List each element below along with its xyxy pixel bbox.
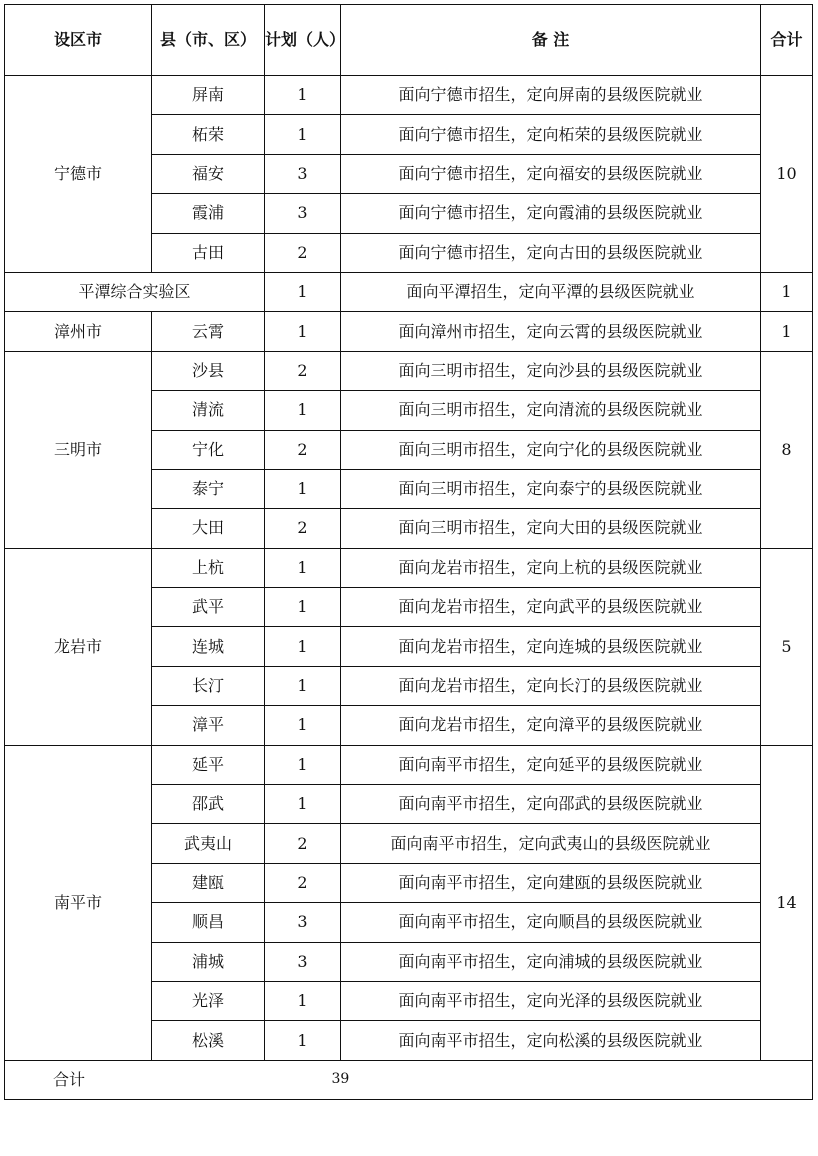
total-row [5, 1060, 813, 1099]
subtotal-cell: 1 [761, 272, 813, 311]
plan-cell: 1 [265, 76, 341, 115]
county-cell: 古田 [152, 233, 265, 272]
table-row [5, 745, 813, 784]
city-cell: 平潭综合实验区 [5, 272, 265, 311]
plan-cell: 1 [265, 785, 341, 824]
county-cell: 屏南 [152, 76, 265, 115]
plan-cell: 2 [265, 233, 341, 272]
plan-cell: 2 [265, 863, 341, 902]
subtotal-cell: 10 [761, 76, 813, 273]
plan-cell: 2 [265, 824, 341, 863]
city-cell: 南平市 [5, 745, 152, 1060]
county-cell: 顺昌 [152, 903, 265, 942]
city-cell: 龙岩市 [5, 548, 152, 745]
plan-cell: 3 [265, 942, 341, 981]
plan-cell: 1 [265, 548, 341, 587]
plan-cell: 1 [265, 706, 341, 745]
note-cell: 面向南平市招生，定向顺昌的县级医院就业 [341, 903, 761, 942]
plan-cell: 1 [265, 469, 341, 508]
note-cell: 面向南平市招生，定向浦城的县级医院就业 [341, 942, 761, 981]
plan-cell: 1 [265, 627, 341, 666]
note-cell: 面向南平市招生，定向光泽的县级医院就业 [341, 981, 761, 1020]
plan-cell: 1 [265, 745, 341, 784]
county-cell: 泰宁 [152, 469, 265, 508]
header-city: 设区市 [5, 5, 152, 76]
subtotal-cell: 14 [761, 745, 813, 1060]
county-cell: 柘荣 [152, 115, 265, 154]
note-cell: 面向宁德市招生，定向霞浦的县级医院就业 [341, 194, 761, 233]
plan-cell: 1 [265, 115, 341, 154]
note-cell: 面向宁德市招生，定向古田的县级医院就业 [341, 233, 761, 272]
county-cell: 延平 [152, 745, 265, 784]
note-cell: 面向南平市招生，定向延平的县级医院就业 [341, 745, 761, 784]
plan-cell: 3 [265, 154, 341, 193]
plan-cell: 1 [265, 666, 341, 705]
city-cell: 漳州市 [5, 312, 152, 351]
county-cell: 浦城 [152, 942, 265, 981]
plan-cell: 1 [265, 1021, 341, 1060]
enrollment-plan-table [4, 4, 813, 1100]
county-cell: 大田 [152, 509, 265, 548]
city-cell: 宁德市 [5, 76, 152, 273]
table-row [5, 76, 813, 115]
county-cell: 连城 [152, 627, 265, 666]
document-page [4, 4, 813, 1100]
city-cell: 三明市 [5, 351, 152, 548]
note-cell: 面向三明市招生，定向沙县的县级医院就业 [341, 351, 761, 390]
subtotal-cell: 1 [761, 312, 813, 351]
plan-cell: 3 [265, 194, 341, 233]
county-cell: 漳平 [152, 706, 265, 745]
note-cell: 面向南平市招生，定向建瓯的县级医院就业 [341, 863, 761, 902]
total-value: 39 [152, 1060, 813, 1099]
note-cell: 面向龙岩市招生，定向长汀的县级医院就业 [341, 666, 761, 705]
note-cell: 面向三明市招生，定向泰宁的县级医院就业 [341, 469, 761, 508]
county-cell: 清流 [152, 391, 265, 430]
note-cell: 面向龙岩市招生，定向武平的县级医院就业 [341, 588, 761, 627]
county-cell: 云霄 [152, 312, 265, 351]
county-cell: 长汀 [152, 666, 265, 705]
county-cell: 武平 [152, 588, 265, 627]
plan-cell: 2 [265, 430, 341, 469]
note-cell: 面向三明市招生，定向清流的县级医院就业 [341, 391, 761, 430]
header-row [5, 5, 813, 76]
note-cell: 面向宁德市招生，定向柘荣的县级医院就业 [341, 115, 761, 154]
county-cell: 武夷山 [152, 824, 265, 863]
table-row [5, 351, 813, 390]
county-cell: 宁化 [152, 430, 265, 469]
table-row [5, 548, 813, 587]
header-subtotal: 合计 [761, 5, 813, 76]
county-cell: 霞浦 [152, 194, 265, 233]
plan-cell: 1 [265, 981, 341, 1020]
subtotal-cell: 5 [761, 548, 813, 745]
table-row [5, 272, 813, 311]
note-cell: 面向三明市招生，定向大田的县级医院就业 [341, 509, 761, 548]
header-note: 备 注 [341, 5, 761, 76]
plan-cell: 2 [265, 351, 341, 390]
note-cell: 面向漳州市招生，定向云霄的县级医院就业 [341, 312, 761, 351]
note-cell: 面向龙岩市招生，定向上杭的县级医院就业 [341, 548, 761, 587]
note-cell: 面向龙岩市招生，定向连城的县级医院就业 [341, 627, 761, 666]
plan-cell: 1 [265, 272, 341, 311]
county-cell: 建瓯 [152, 863, 265, 902]
plan-cell: 2 [265, 509, 341, 548]
table-body [5, 76, 813, 1061]
table-row [5, 312, 813, 351]
plan-cell: 1 [265, 391, 341, 430]
header-county: 县（市、区） [152, 5, 265, 76]
note-cell: 面向三明市招生，定向宁化的县级医院就业 [341, 430, 761, 469]
note-cell: 面向平潭招生，定向平潭的县级医院就业 [341, 272, 761, 311]
plan-cell: 3 [265, 903, 341, 942]
county-cell: 邵武 [152, 785, 265, 824]
note-cell: 面向南平市招生，定向武夷山的县级医院就业 [341, 824, 761, 863]
note-cell: 面向宁德市招生，定向福安的县级医院就业 [341, 154, 761, 193]
note-cell: 面向宁德市招生，定向屏南的县级医院就业 [341, 76, 761, 115]
note-cell: 面向南平市招生，定向邵武的县级医院就业 [341, 785, 761, 824]
header-plan: 计划（人） [265, 5, 341, 76]
county-cell: 沙县 [152, 351, 265, 390]
county-cell: 光泽 [152, 981, 265, 1020]
note-cell: 面向南平市招生，定向松溪的县级医院就业 [341, 1021, 761, 1060]
subtotal-cell: 8 [761, 351, 813, 548]
plan-cell: 1 [265, 588, 341, 627]
county-cell: 上杭 [152, 548, 265, 587]
note-cell: 面向龙岩市招生，定向漳平的县级医院就业 [341, 706, 761, 745]
county-cell: 福安 [152, 154, 265, 193]
plan-cell: 1 [265, 312, 341, 351]
total-label: 合计 [5, 1060, 152, 1099]
county-cell: 松溪 [152, 1021, 265, 1060]
